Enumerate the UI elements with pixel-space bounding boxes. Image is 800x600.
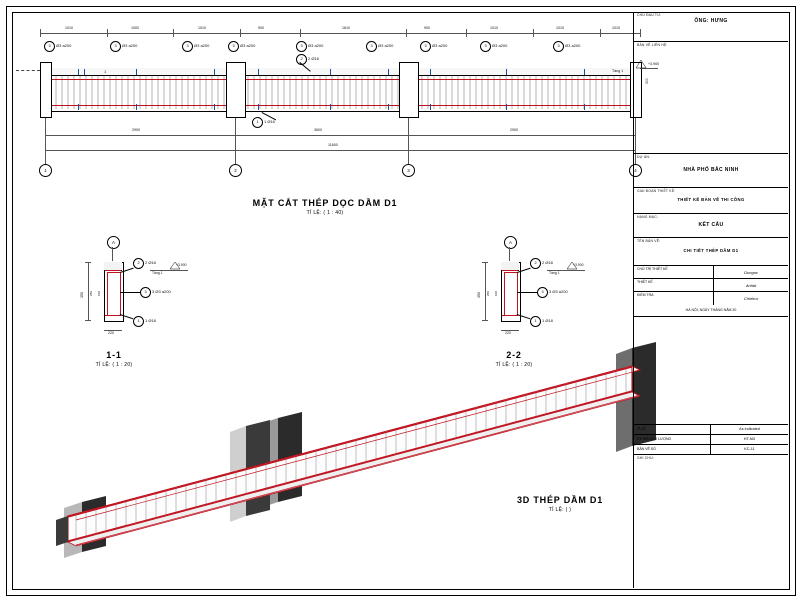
- section-floor-label: Tầng 1: [549, 271, 560, 275]
- mini-value: As indicated: [739, 427, 760, 431]
- plan-top-dim: 1010: [556, 26, 564, 30]
- section-bar-label: 1 Ø18: [145, 318, 156, 323]
- plan-top-dim: 1010: [198, 26, 206, 30]
- section-floor-label: Tầng 1: [152, 271, 163, 275]
- section2-scale: TỈ LỆ: ( 1 : 20): [495, 362, 533, 368]
- section-bar-callout-1: 1: [530, 316, 541, 327]
- axis-bubble: 3: [402, 164, 415, 177]
- signature-row: [634, 292, 788, 305]
- mini-value: HT-ND: [743, 437, 756, 441]
- plan-bottom-dim: 3600: [314, 128, 322, 132]
- title-block: [633, 12, 788, 588]
- plan-title-block: [160, 198, 490, 216]
- mini-label: TỈ LỆ: [634, 425, 711, 434]
- section-stirrup: [107, 272, 121, 316]
- plan-bar-label: 1 Ø16: [264, 119, 275, 124]
- stirrup-callout-text: Ø3 a200: [492, 43, 508, 48]
- stirrup-callout-text: Ø3 a200: [565, 43, 581, 48]
- section-mark-bubble: A: [107, 236, 120, 249]
- mini-label: BẢN VẼ SỐ: [634, 445, 711, 454]
- section-stirrup-callout-3: 3: [140, 287, 151, 298]
- plan-floor-label: Tầng 1: [612, 69, 624, 73]
- plan-bar-label: 2 Ø16: [308, 56, 319, 61]
- signature-row: [634, 279, 788, 292]
- plan-level-label: +3.900: [648, 62, 660, 66]
- stirrup-callout-text: Ø3 a200: [432, 43, 448, 48]
- section-bar-label: 2 Ø18: [542, 260, 553, 265]
- mini-row: [634, 425, 788, 435]
- titleblock-value: KẾT CẤU: [698, 222, 724, 228]
- plan-overall-dim: 11600: [328, 143, 338, 147]
- section-stirrup-callout-3: 3: [537, 287, 548, 298]
- titleblock-signature-grid: [634, 266, 788, 305]
- section-stirrup-label: 3 Ø3 a200: [152, 289, 171, 294]
- titleblock-mini-grid: [634, 425, 788, 455]
- titleblock-value: NHÀ PHỐ BẮC NINH: [683, 167, 739, 173]
- iso-title: 3D THÉP DẦM D1: [516, 495, 604, 505]
- section-bar-callout-1: 1: [133, 316, 144, 327]
- section-dim-small: 100: [97, 290, 101, 296]
- signature-role: KIỂM TRA: [634, 292, 714, 305]
- section-stirrup-label: 3 Ø3 a200: [549, 289, 568, 294]
- plan-bottom-dim: 2900: [132, 128, 140, 132]
- plan-bottom-dim: 2900: [510, 128, 518, 132]
- stirrup-callout-text: Ø3 a200: [56, 43, 72, 48]
- plan-title-text: MẶT CẮT THÉP DỌC DẦM D1: [252, 198, 398, 208]
- titleblock-note-label: GHI CHÚ:: [637, 456, 654, 460]
- rebar-bottom-line: [41, 105, 638, 106]
- titleblock-row-stage: [634, 188, 788, 214]
- plan-top-dim: 1610: [342, 26, 350, 30]
- plan-bar-label: 1: [104, 69, 107, 74]
- titleblock-row-client: [634, 12, 788, 42]
- support-column: [226, 62, 246, 118]
- signature-row: [634, 266, 788, 279]
- plan-top-dim: 900: [258, 26, 264, 30]
- section-bar-callout-2: 2: [133, 258, 144, 269]
- stirrup-callout-text: Ø3 a200: [240, 43, 256, 48]
- stirrup-callout-text: Ø3 a200: [194, 43, 210, 48]
- stirrup-callout-num: 3: [44, 41, 55, 52]
- titleblock-row-discipline: [634, 214, 788, 238]
- rebar-top-line: [41, 79, 638, 80]
- section-bar-label: 2 Ø18: [145, 260, 156, 265]
- axis-bubble: 1: [39, 164, 52, 177]
- titleblock-label: GIAI ĐOẠN THIẾT KẾ:: [637, 189, 676, 193]
- section-bar-label: 1 Ø18: [542, 318, 553, 323]
- section2-title: 2-2: [506, 350, 522, 360]
- plan-top-dim: 1010: [65, 26, 73, 30]
- stirrup-callout-num: 3: [228, 41, 239, 52]
- section-mark-bubble: A: [504, 236, 517, 249]
- stirrup-callout-text: Ø3 a200: [378, 43, 394, 48]
- titleblock-label: DỰ ÁN:: [637, 155, 651, 159]
- titleblock-label: BẢN VẼ LIÊN HỆ:: [637, 43, 668, 47]
- plan-title-scale: TỈ LỆ: ( 1 : 40): [306, 210, 344, 216]
- section-dim-small: 250: [486, 290, 490, 296]
- iso-title-block: [470, 495, 650, 513]
- section-bar-callout-2: 2: [530, 258, 541, 269]
- titleblock-date-row: [634, 305, 788, 317]
- titleblock-label: HẠNG MỤC:: [637, 215, 659, 219]
- titleblock-row-project: [634, 154, 788, 188]
- stirrup-callout-text: Ø3 a200: [308, 43, 324, 48]
- section-level-label: +3.900: [176, 263, 187, 267]
- support-end-left: [40, 62, 52, 118]
- section-dim-height: 350: [80, 292, 84, 298]
- stirrup-callout-num: 3: [296, 41, 307, 52]
- stirrup-callout-num: 3: [420, 41, 431, 52]
- section1-title: 1-1: [106, 350, 122, 360]
- titleblock-label: TÊN BẢN VẼ:: [637, 239, 661, 243]
- mini-value: KC-11: [744, 447, 755, 451]
- mini-label: KÝ HIỆU/SỐ LƯỢNG: [634, 435, 711, 444]
- signature-role: THIẾT KẾ: [634, 279, 714, 291]
- section-level-label: +3.900: [573, 263, 584, 267]
- section-dim-height: 350: [477, 292, 481, 298]
- iso-beam-3d: [20, 330, 660, 570]
- titleblock-value: THIẾT KẾ BẢN VẼ THI CÔNG: [677, 197, 745, 202]
- stirrup-callout-num: 3: [182, 41, 193, 52]
- titleblock-row-drawing-name: [634, 238, 788, 266]
- iso-scale: TỈ LỆ: ( ): [548, 507, 572, 513]
- mini-row: [634, 445, 788, 455]
- section-dim-width: 220: [505, 331, 511, 335]
- plan-slab-dim: 300: [645, 78, 649, 84]
- plan-bar-callout-2: 2: [296, 54, 307, 65]
- plan-top-dim: 1010: [612, 26, 620, 30]
- signature-name: Anhbt: [745, 283, 757, 288]
- mini-row: [634, 435, 788, 445]
- stirrup-callout-num: 3: [366, 41, 377, 52]
- plan-top-dim: 1000: [131, 26, 139, 30]
- titleblock-date: HÀ NỘI, NGÀY THÁNG NĂM 20: [685, 308, 737, 312]
- plan-bar-callout-1: 1: [252, 117, 263, 128]
- section-dim-small: 100: [494, 290, 498, 296]
- stirrup-callout-num: 3: [480, 41, 491, 52]
- section-stirrup: [504, 272, 518, 316]
- titleblock-note-row: [634, 455, 788, 469]
- titleblock-row-reference: [634, 42, 788, 154]
- plan-top-dim: 1010: [490, 26, 498, 30]
- stirrup-callout-num: 3: [110, 41, 121, 52]
- axis-bubble: 2: [229, 164, 242, 177]
- signature-name: Chinhvx: [743, 296, 759, 301]
- titleblock-label: CHỦ ĐẦU TƯ:: [637, 13, 662, 17]
- titleblock-value: ÔNG: HƯNG: [694, 18, 728, 24]
- stirrup-callout-text: Ø3 a200: [122, 43, 138, 48]
- stirrup-callout-num: 3: [553, 41, 564, 52]
- titleblock-spacer: [634, 317, 788, 425]
- section-dim-width: 220: [108, 331, 114, 335]
- signature-name: Dungnv: [744, 270, 758, 275]
- axis-bubble: 4: [629, 164, 642, 177]
- section-dim-small: 250: [89, 290, 93, 296]
- titleblock-value: CHI TIẾT THÉP DẦM D1: [683, 248, 739, 253]
- support-column: [399, 62, 419, 118]
- plan-top-dim: 900: [424, 26, 430, 30]
- signature-role: CHỦ TRÌ THIẾT KẾ: [634, 266, 714, 278]
- section1-scale: TỈ LỆ: ( 1 : 20): [95, 362, 133, 368]
